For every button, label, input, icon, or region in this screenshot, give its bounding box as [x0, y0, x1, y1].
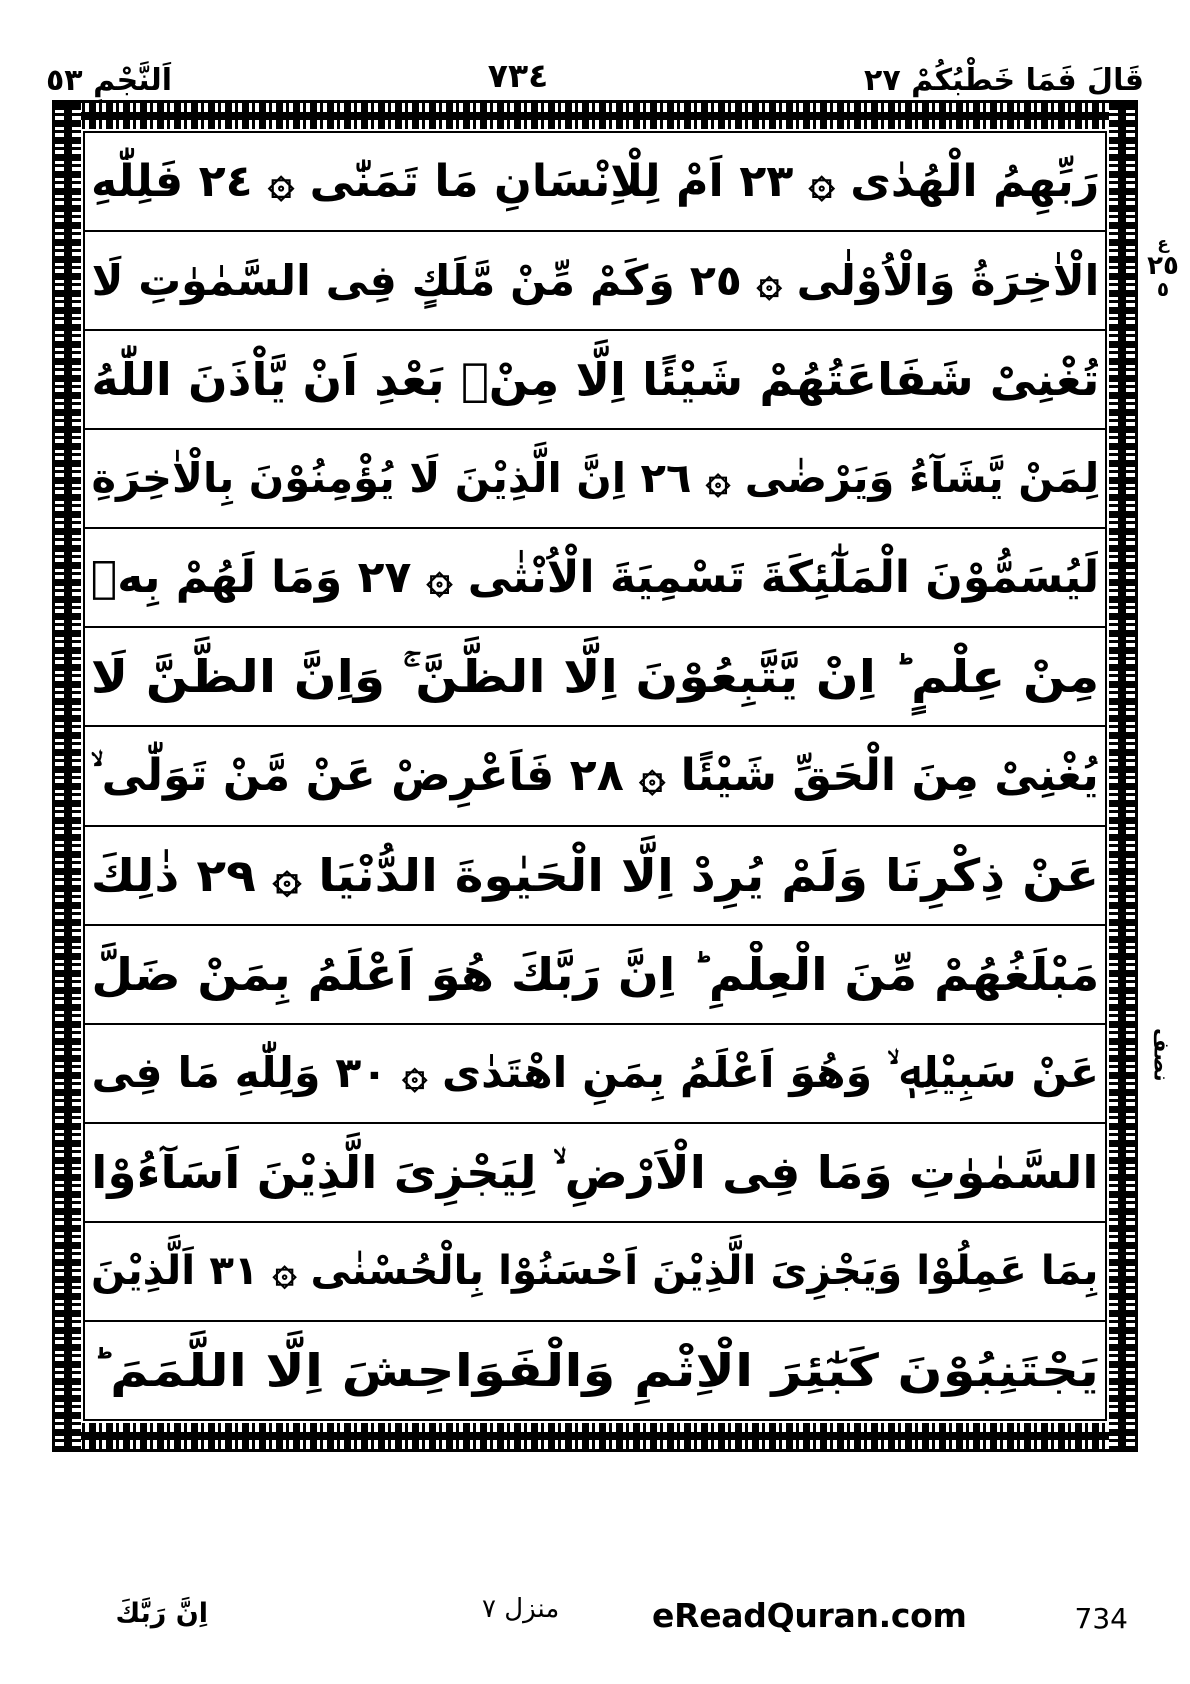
ayah-line-text: عَنْ ذِكْرِنَا وَلَمْ يُرِدْ اِلَّا الْحَيٰوةَ الدُّنْيَا ۞ ٢٩ ذٰلِكَ	[90, 848, 1100, 902]
ruku-number: ٥	[1156, 277, 1170, 301]
ayah-line	[85, 430, 1105, 529]
footer-catchword: اِنَّ رَبَّكَ	[115, 1598, 208, 1629]
ornament-band-bottom	[55, 1423, 1135, 1449]
ornament-band-top	[55, 103, 1135, 129]
header-page-number: ٧٣٤	[487, 56, 549, 96]
ruku-marker-bottom	[1138, 1028, 1184, 1082]
ruku-ayah-count: ٢٥	[1147, 251, 1179, 281]
ayah-line	[85, 926, 1105, 1025]
ayah-line-text: بِمَا عَمِلُوْا وَيَجْزِىَ الَّذِيْنَ اَحْسَنُوْا بِالْحُسْنٰى ۞ ٣١ اَلَّذِيْنَ	[91, 1248, 1099, 1295]
surah-label: اَلنَّجْمِ ٥٣	[46, 62, 173, 98]
ayah-line-text: لِمَنْ يَّشَآءُ وَيَرْضٰى ۞ ٢٦ اِنَّ الَّذِيْنَ لَا يُؤْمِنُوْنَ بِالْاٰخِرَةِ	[91, 454, 1099, 503]
ayah-line-text: مِنْ عِلْمٍ ؕ اِنْ يَّتَّبِعُوْنَ اِلَّا الظَّنَّ ۚ وَاِنَّ الظَّنَّ لَا	[90, 650, 1100, 704]
ayah-line	[85, 727, 1105, 826]
ayah-line-text: رَبِّهِمُ الْهُدٰى ۞ ٢٣ اَمْ لِلْاِنْسَانِ مَا تَمَنّٰى ۞ ٢٤ فَلِلّٰهِ	[90, 155, 1100, 207]
ayah-line-text: لَيُسَمُّوْنَ الْمَلٰٓئِكَةَ تَسْمِيَةَ الْاُنْثٰى ۞ ٢٧ وَمَا لَهُمْ بِهٖ	[90, 551, 1100, 603]
ayah-line	[85, 331, 1105, 430]
ayah-line	[85, 827, 1105, 926]
ornament-band-right	[1109, 103, 1135, 1449]
footer-site-name: eReadQuran.com	[652, 1596, 967, 1635]
nisf-label: نصف	[1149, 1028, 1174, 1082]
ayah-line-text: الْاٰخِرَةُ وَالْاُوْلٰى ۞ ٢٥ وَكَمْ مِّنْ مَّلَكٍ فِى السَّمٰوٰتِ لَا	[91, 255, 1099, 305]
page-footer	[52, 1578, 1138, 1658]
ayah-line	[85, 529, 1105, 628]
ayah-line-text: مَبْلَغُهُمْ مِّنَ الْعِلْمِ ؕ اِنَّ رَبَّكَ هُوَ اَعْلَمُ بِمَنْ ضَلَّ	[90, 947, 1100, 1001]
ruku-marker-top	[1140, 236, 1186, 299]
ayah-line	[85, 1025, 1105, 1124]
ayah-line-text: تُغْنِىْ شَفَاعَتُهُمْ شَيْئًا اِلَّا مِنْۢ بَعْدِ اَنْ يَّاْذَنَ اللّٰهُ	[90, 353, 1100, 407]
footer-page-number: 734	[1074, 1602, 1128, 1635]
footer-manzil-label: منزل ٧	[482, 1594, 560, 1624]
ayah-line-text: يُغْنِىْ مِنَ الْحَقِّ شَيْئًا ۞ ٢٨ فَاَعْرِضْ عَنْ مَّنْ تَوَلّٰى ۙ	[90, 750, 1100, 801]
page-header	[46, 34, 1144, 96]
ayah-line	[85, 133, 1105, 232]
ayah-line	[85, 1223, 1105, 1322]
quran-text-block	[83, 131, 1107, 1421]
juz-label: قَالَ فَمَا خَطْبُكُمْ ٢٧	[864, 62, 1144, 98]
ayah-line-text: يَجْتَنِبُوْنَ كَبٰٓئِرَ الْاِثْمِ وَالْفَوَاحِشَ اِلَّا اللَّمَمَ ؕ	[91, 1343, 1099, 1397]
ornament-band-left	[55, 103, 81, 1449]
ayah-line	[85, 1322, 1105, 1419]
ruku-symbol: ع	[1157, 234, 1169, 254]
ornamental-frame	[52, 100, 1138, 1452]
ayah-line	[85, 232, 1105, 331]
ayah-line	[85, 1124, 1105, 1223]
ayah-line	[85, 628, 1105, 727]
ayah-line-text: السَّمٰوٰتِ وَمَا فِى الْاَرْضِ ۙ لِيَجْزِىَ الَّذِيْنَ اَسَآءُوْا	[91, 1145, 1099, 1199]
ayah-line-text: عَنْ سَبِيْلِهٖ ۙ وَهُوَ اَعْلَمُ بِمَنِ اهْتَدٰى ۞ ٣٠ وَلِلّٰهِ مَا فِى	[91, 1048, 1099, 1098]
